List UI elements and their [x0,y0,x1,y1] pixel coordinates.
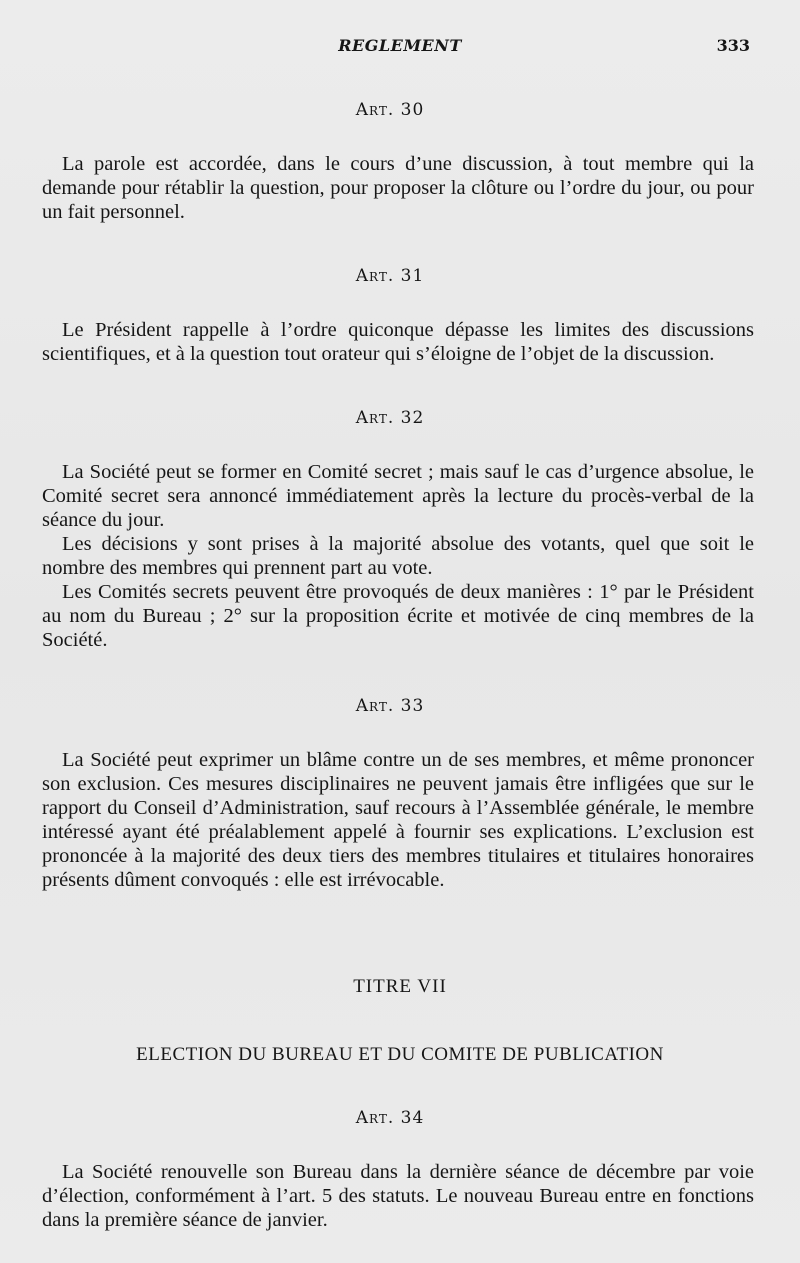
article-33-body [42,748,754,892]
article-32-heading [0,408,780,428]
article-heading-text: Art. 34 [355,1108,425,1128]
running-title: REGLEMENT [338,36,462,55]
article-32-body [42,460,754,652]
article-heading-text: Art. 30 [355,100,425,120]
paragraph: Les décisions y sont prises à la majorité absolue des votants, quel que soit le nombre des membres qui prennent part au vote. [42,533,754,579]
paragraph: Le Président rappelle à l’ordre quiconque dépasse les limites des discussions scientifiques, et à la question tout orateur qui s’éloigne de l’objet de la discussion. [42,319,754,365]
paragraph: La Société renouvelle son Bureau dans la dernière séance de décembre par voie d’élection, conformément à l’art. 5 des statuts. Le nouveau Bureau entre en fonctions dans la première séance de janvier. [42,1161,754,1231]
article-31-heading [0,266,780,286]
article-31-body [42,318,754,366]
paragraph: La Société peut exprimer un blâme contre un de ses membres, et même prononcer son exclusion. Ces mesures disciplinaires ne peuvent jamais être infligées que sur le rapport du Conseil d’Administration, sauf recours à l’Assemblée générale, le membre intéressé ayant été préalablement appelé à fournir ses explications. L’exclusion est prononcée à la majorité des deux tiers des membres titulaires et titulaires honoraires présents dûment convoqués : elle est irrévocable. [42,749,754,891]
paragraph: La parole est accordée, dans le cours d’une discussion, à tout membre qui la demande pour rétablir la question, pour proposer la clôture ou l’ordre du jour, ou pour un fait personnel. [42,153,754,223]
section-title: ELECTION DU BUREAU ET DU COMITE DE PUBLICATION [136,1044,664,1065]
paragraph: La Société peut se former en Comité secret ; mais sauf le cas d’urgence absolue, le Comité secret sera annoncé immédiatement après la lecture du procès-verbal de la séance du jour. [42,461,754,531]
titre-number: TITRE VII [353,976,447,997]
article-30-heading [0,100,780,120]
article-33-heading [0,696,780,716]
page-number: 333 [716,36,750,55]
paragraph: Les Comités secrets peuvent être provoqués de deux manières : 1° par le Président au nom du Bureau ; 2° sur la proposition écrite et motivée de cinq membres de la Société. [42,581,754,651]
article-heading-text: Art. 31 [355,266,425,286]
article-30-body [42,152,754,224]
article-heading-text: Art. 33 [355,696,425,716]
article-34-body [42,1160,754,1232]
article-heading-text: Art. 32 [355,408,425,428]
article-34-heading [0,1108,780,1128]
